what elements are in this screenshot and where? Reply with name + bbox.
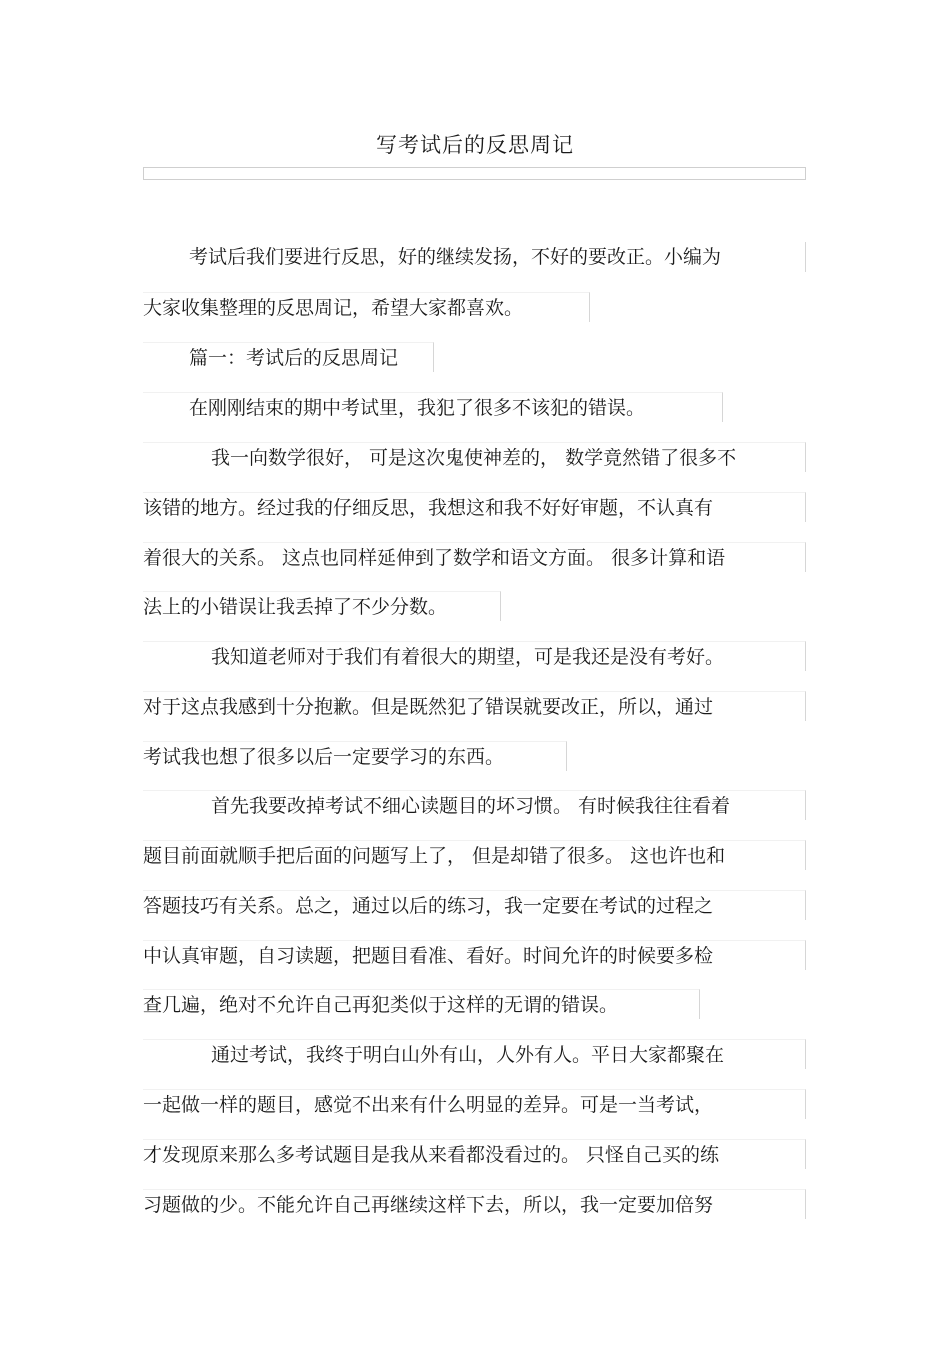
paragraph-2-line-1: 我一向数学很好， 可是这次鬼使神差的， 数学竟然错了很多不	[143, 442, 806, 472]
paragraph-4-line-5: 查几遍，绝对不允许自己再犯类似于这样的无谓的错误。	[143, 989, 700, 1019]
paragraph-3-line-2: 对于这点我感到十分抱歉。但是既然犯了错误就要改正，所以，通过	[143, 691, 806, 721]
paragraph-4-line-3: 答题技巧有关系。总之，通过以后的练习，我一定要在考试的过程之	[143, 890, 806, 920]
paragraph-2-line-3: 着很大的关系。 这点也同样延伸到了数学和语文方面。 很多计算和语	[143, 542, 806, 572]
intro-line-1: 考试后我们要进行反思，好的继续发扬，不好的要改正。小编为	[143, 242, 806, 272]
paragraph-4-line-1: 首先我要改掉考试不细心读题目的坏习惯。 有时候我往往看着	[143, 790, 806, 820]
paragraph-5-line-2: 一起做一样的题目，感觉不出来有什么明显的差异。可是一当考试，	[143, 1089, 806, 1119]
paragraph-3-line-1: 我知道老师对于我们有着很大的期望，可是我还是没有考好。	[143, 641, 806, 671]
paragraph-1-line-1: 在刚刚结束的期中考试里，我犯了很多不该犯的错误。	[143, 392, 723, 422]
paragraph-5-line-4: 习题做的少。不能允许自己再继续这样下去，所以，我一定要加倍努	[143, 1189, 806, 1219]
document-title: 写考试后的反思周记	[376, 133, 574, 157]
paragraph-2-line-2: 该错的地方。经过我的仔细反思，我想这和我不好好审题，不认真有	[143, 492, 806, 522]
paragraph-5-line-3: 才发现原来那么多考试题目是我从来看都没看过的。 只怪自己买的练	[143, 1139, 806, 1169]
paragraph-5-line-1: 通过考试，我终于明白山外有山，人外有人。平日大家都聚在	[143, 1039, 806, 1069]
paragraph-4-line-4: 中认真审题，自习读题，把题目看准、看好。时间允许的时候要多检	[143, 940, 806, 970]
paragraph-2-line-4: 法上的小错误让我丢掉了不少分数。	[143, 591, 501, 621]
paragraph-3-line-3: 考试我也想了很多以后一定要学习的东西。	[143, 741, 567, 771]
title-divider	[143, 167, 806, 180]
paragraph-4-line-2: 题目前面就顺手把后面的问题写上了， 但是却错了很多。 这也许也和	[143, 840, 806, 870]
intro-line-2: 大家收集整理的反思周记，希望大家都喜欢。	[143, 292, 590, 322]
section-heading: 篇一：考试后的反思周记	[143, 342, 434, 372]
